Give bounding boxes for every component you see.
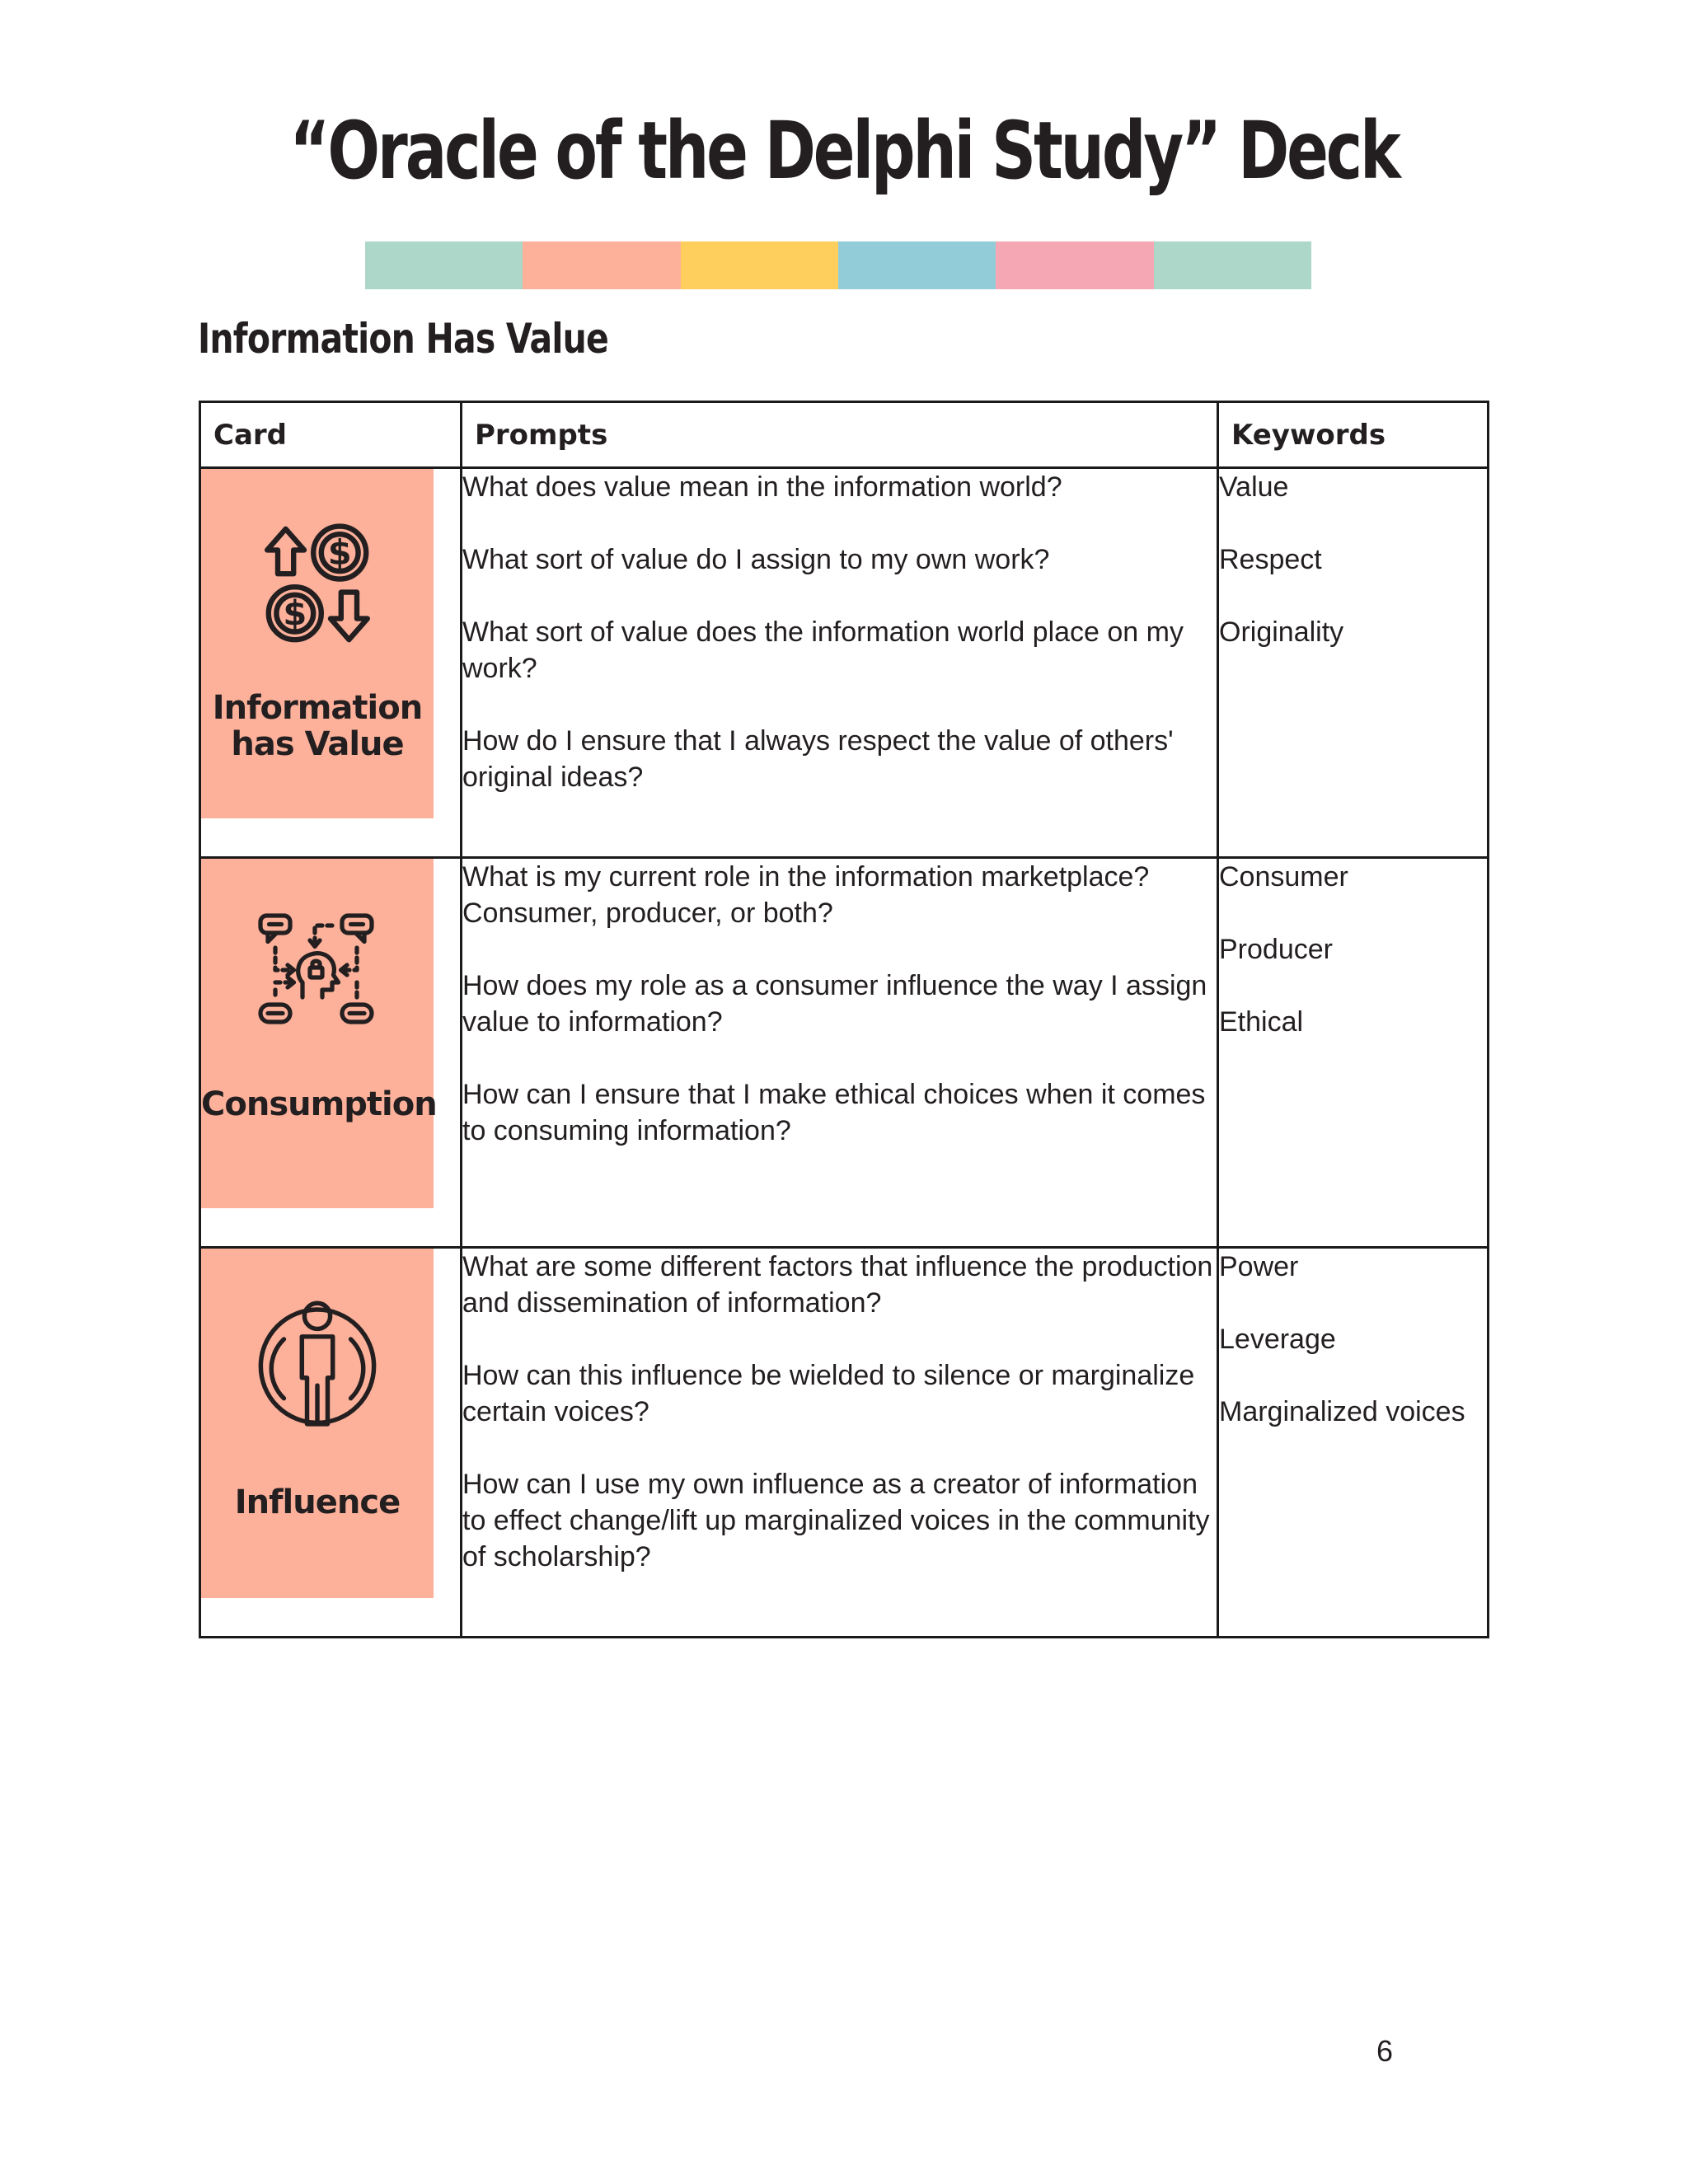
header-card: Card xyxy=(200,402,462,468)
card-cell xyxy=(200,1248,462,1638)
header-prompts: Prompts xyxy=(462,402,1218,468)
color-swatch xyxy=(838,241,996,289)
table-row xyxy=(200,468,1489,858)
page-number: 6 xyxy=(1376,2034,1394,2068)
card-label: Information has Value xyxy=(212,689,423,763)
keyword-text: Ethical xyxy=(1219,1006,1304,1038)
keyword-text: Leverage xyxy=(1219,1324,1336,1355)
card-tile xyxy=(201,469,434,818)
keyword-text: Power xyxy=(1219,1251,1299,1282)
keywords-cell xyxy=(1218,468,1489,858)
prompt-text: How do I ensure that I always respect the value of others' original ideas? xyxy=(462,725,1174,793)
card-label: Consumption xyxy=(201,1085,437,1123)
prompts-cell xyxy=(462,858,1218,1248)
keyword-text: Originality xyxy=(1219,616,1344,648)
prompt-text: What sort of value do I assign to my own work? xyxy=(462,544,1050,575)
prompt-text: What does value mean in the information world? xyxy=(462,471,1062,503)
keywords-cell xyxy=(1218,858,1489,1248)
prompt-text: What sort of value does the information world place on my work? xyxy=(462,616,1184,684)
color-swatch xyxy=(1154,241,1311,289)
color-swatch xyxy=(996,241,1153,289)
person-info-network-icon xyxy=(201,908,434,1032)
table-row xyxy=(200,858,1489,1248)
table-row xyxy=(200,1248,1489,1638)
person-influence-waves-icon xyxy=(201,1298,434,1427)
keywords-cell xyxy=(1218,1248,1489,1638)
section-title: Information Has Value xyxy=(198,315,608,363)
prompts-cell xyxy=(462,468,1218,858)
prompts-cell xyxy=(462,1248,1218,1638)
keyword-text: Producer xyxy=(1219,934,1333,965)
keyword-text: Marginalized voices xyxy=(1219,1396,1465,1427)
card-tile xyxy=(201,859,437,1208)
svg-text:$: $ xyxy=(283,593,307,634)
keyword-text: Value xyxy=(1219,471,1289,503)
color-swatch xyxy=(523,241,680,289)
prompt-text: How does my role as a consumer influence the way I assign value to information? xyxy=(462,970,1207,1038)
keyword-text: Consumer xyxy=(1219,861,1348,893)
prompt-text: How can this influence be wielded to silence or marginalize certain voices? xyxy=(462,1360,1195,1427)
keyword-text: Respect xyxy=(1219,544,1322,575)
card-label: Influence xyxy=(234,1483,401,1521)
card-cell xyxy=(200,858,462,1248)
table-header-row xyxy=(200,402,1489,468)
color-swatch xyxy=(681,241,838,289)
page-title: “Oracle of the Delphi Study” Deck xyxy=(289,105,1399,197)
card-tile xyxy=(201,1249,434,1598)
header-keywords: Keywords xyxy=(1218,402,1489,468)
card-cell xyxy=(200,468,462,858)
color-strip xyxy=(365,241,1311,289)
arrows-dollar-exchange-icon xyxy=(201,518,434,650)
prompt-text: What are some different factors that influence the production and dissemination of information? xyxy=(462,1251,1213,1319)
prompt-text: What is my current role in the information marketplace? Consumer, producer, or both? xyxy=(462,861,1150,929)
deck-table xyxy=(199,401,1489,1638)
prompt-text: How can I ensure that I make ethical choices when it comes to consuming information? xyxy=(462,1079,1206,1146)
color-swatch xyxy=(365,241,523,289)
svg-text:$: $ xyxy=(327,532,352,573)
prompt-text: How can I use my own influence as a creator of information to effect change/lift up marginalized voices in the community of scholarship? xyxy=(462,1469,1210,1572)
